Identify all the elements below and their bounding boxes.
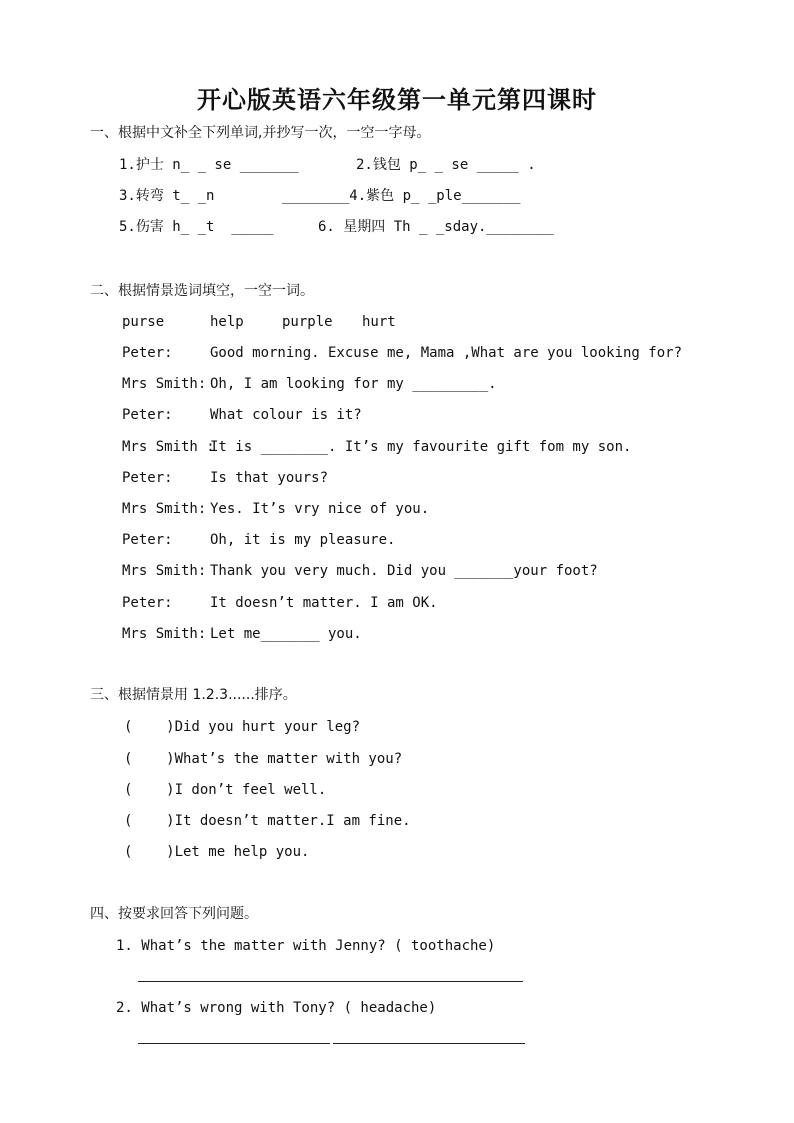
dialogue-speaker: Mrs Smith:	[122, 376, 207, 392]
word-bank-item: help	[210, 314, 244, 330]
section1-item-6: 6. 星期四 Th _ _sday.________	[318, 219, 554, 235]
section1-item-1: 1.护士 n_ _ se _______	[119, 157, 299, 173]
ordering-item: ( )Let me help you.	[124, 844, 310, 860]
ordering-item: ( )It doesn’t matter.I am fine.	[124, 813, 411, 829]
dialogue-line: It is ________. It’s my favourite gift fom my son.	[210, 439, 632, 455]
page-title: 开心版英语六年级第一单元第四课时	[197, 85, 597, 114]
question-2: 2. What’s wrong with Tony? ( headache)	[116, 1000, 437, 1016]
word-bank-item: purple	[282, 314, 333, 330]
section4-heading: 四、按要求回答下列问题。	[90, 906, 258, 922]
dialogue-speaker: Peter:	[122, 595, 173, 611]
word-bank-item: hurt	[362, 314, 396, 330]
dialogue-line: What colour is it?	[210, 407, 362, 423]
dialogue-speaker: Mrs Smith:	[122, 563, 207, 579]
question-1: 1. What’s the matter with Jenny? ( toothache)	[116, 938, 496, 954]
dialogue-speaker: Peter:	[122, 470, 173, 486]
section1-item-5: 5.伤害 h_ _t _____	[119, 219, 274, 235]
dialogue-speaker: Peter:	[122, 345, 173, 361]
dialogue-speaker: Mrs Smith :	[122, 439, 215, 455]
dialogue-line: Thank you very much. Did you _______your foot?	[210, 563, 598, 579]
ordering-item: ( )I don’t feel well.	[124, 782, 327, 798]
section3-heading: 三、根据情景用 1.2.3......排序。	[90, 687, 297, 703]
dialogue-line: Oh, it is my pleasure.	[210, 532, 396, 548]
answer-line-1	[138, 981, 523, 982]
dialogue-line: Yes. It’s vry nice of you.	[210, 501, 430, 517]
word-bank-item: purse	[122, 314, 165, 330]
dialogue-speaker: Mrs Smith:	[122, 501, 207, 517]
dialogue-speaker: Peter:	[122, 532, 173, 548]
dialogue-line: Oh, I am looking for my _________.	[210, 376, 497, 392]
answer-line-2b	[333, 1043, 525, 1044]
section1-item-3: 3.转弯 t_ _n ________4.紫色 p_ _ple_______	[119, 188, 521, 204]
section2-heading: 二、根据情景选词填空，一空一词。	[90, 283, 314, 299]
dialogue-line: It doesn’t matter. I am OK.	[210, 595, 438, 611]
dialogue-line: Is that yours?	[210, 470, 329, 486]
section1-heading: 一、根据中文补全下列单词,并抄写一次，一空一字母。	[90, 125, 431, 141]
section1-item-2: 2.钱包 p_ _ se _____ .	[356, 157, 536, 173]
ordering-item: ( )What’s the matter with you?	[124, 751, 403, 767]
answer-line-2a	[138, 1043, 330, 1044]
ordering-item: ( )Did you hurt your leg?	[124, 719, 361, 735]
dialogue-speaker: Peter:	[122, 407, 173, 423]
dialogue-line: Let me_______ you.	[210, 626, 362, 642]
dialogue-line: Good morning. Excuse me, Mama ,What are you looking for?	[210, 345, 683, 361]
dialogue-speaker: Mrs Smith:	[122, 626, 207, 642]
